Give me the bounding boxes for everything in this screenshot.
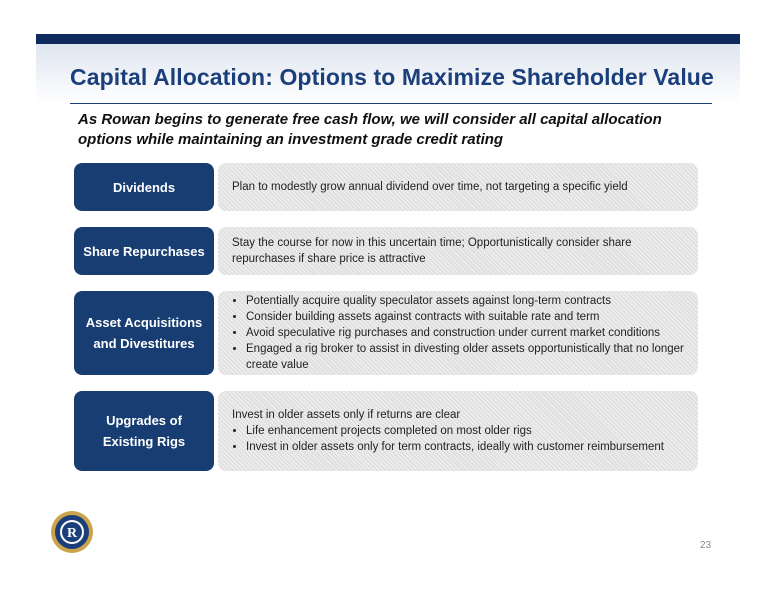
label-dividends: Dividends [74,163,214,211]
upgrades-list [232,423,688,455]
slide-subtitle: As Rowan begins to generate free cash flow, we will consider all capital allocation options while maintaining an investment grade credit rating [78,111,662,148]
content-upgrades [218,391,698,471]
asset-acquisitions-list [232,293,688,373]
list-item: • Avoid speculative rig purchases and construction under current market conditions [246,325,688,341]
upgrades-intro-text: Invest in older assets only if returns are clear [232,409,461,421]
share-repurchases-text: Stay the course for now in this uncertain time; Opportunistically consider share repurchases if share price is attractive [232,237,632,265]
row-asset-acquisitions [74,291,698,375]
header-bar [36,34,740,44]
list-item: • Life enhancement projects completed on most older rigs [246,423,688,439]
list-item: • Engaged a rig broker to assist in divesting older assets opportunistically that no longer create value [246,341,688,373]
row-upgrades [74,391,698,471]
content-asset-acquisitions [218,291,698,375]
page-number: 23 [700,540,712,551]
label-asset-acquisitions: Asset Acquisitions and Divestitures [74,291,214,375]
content-dividends [218,163,698,211]
list-item: • Invest in older assets only for term contracts, ideally with customer reimbursement [246,439,688,455]
row-dividends [74,163,698,211]
content-share-repurchases [218,227,698,275]
slide-title: Capital Allocation: Options to Maximize Shareholder Value [70,64,714,90]
logo-letter: R [66,526,78,541]
row-share-repurchases [74,227,698,275]
list-item: • Consider building assets against contracts with suitable rate and term [246,309,688,325]
label-upgrades: Upgrades of Existing Rigs [74,391,214,471]
label-share-repurchases: Share Repurchases [74,227,214,275]
list-item: • Potentially acquire quality speculator assets against long-term contracts [246,293,688,309]
dividends-text: Plan to modestly grow annual dividend over time, not targeting a specific yield [232,181,628,193]
rowan-seal-icon [50,510,94,554]
title-divider [70,103,712,104]
